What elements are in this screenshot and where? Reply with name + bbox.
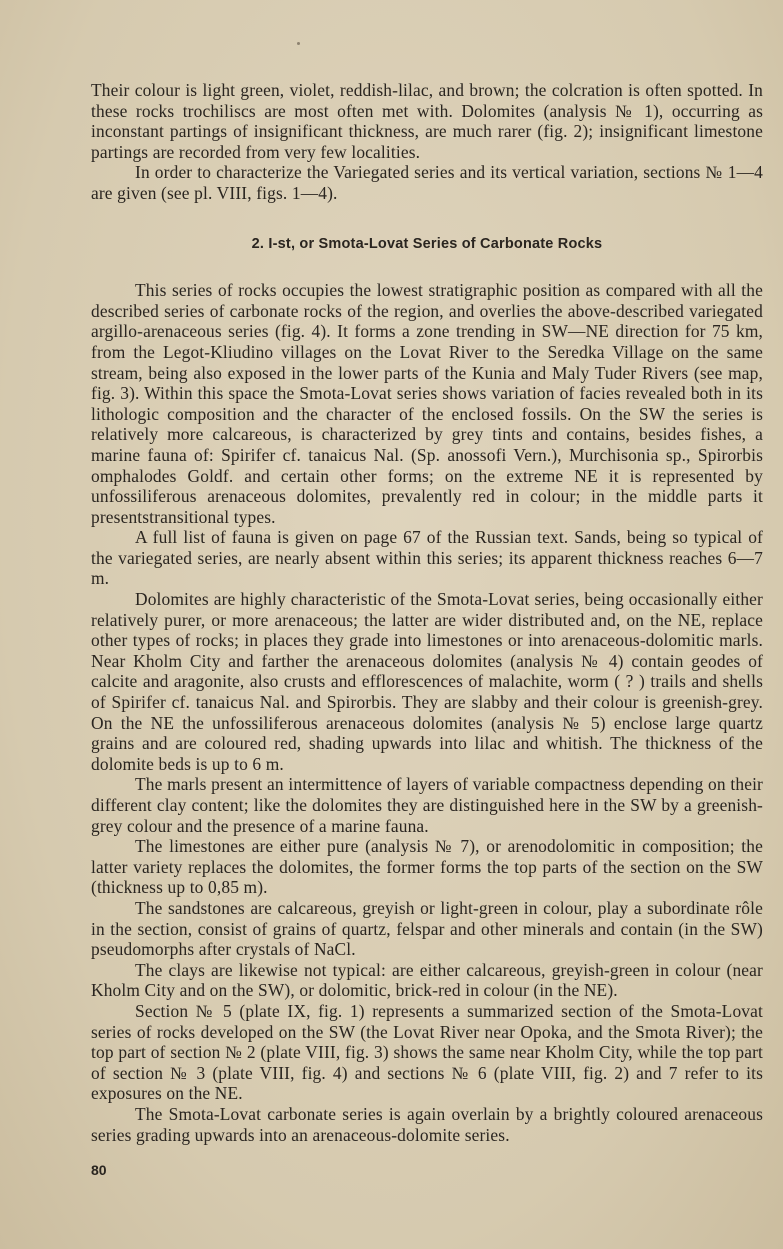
paragraph-sandstones: The sandstones are calcareous, greyish or light-green in colour, play a subordinate rôle in the section, consist of grains of quartz, felspar and other minerals and contain (in the SW) pseudomorphs after crystals of NaCl.: [91, 897, 763, 960]
paragraph-section-5: Section № 5 (plate IX, fig. 1) represents a summarized section of the Smota-Lovat series of rocks developed on the SW (the Lovat River near Opoka, and the Smota River); the top part of section № 2 (plate VIII, fig. 3) shows the same near Kholm City, while the top part of section № 3 (plate VIII, fig. 4) and sections № 6 (plate VIII, fig. 2) and 7 refer to its exposures on the NE.: [91, 1000, 763, 1104]
paragraph-colour: Their colour is light green, violet, reddish-lilac, and brown; the colcration is often spotted. In these rocks trochiliscs are most often met with. Dolomites (analysis № 1), occurring as inconstant partings of insignificant thickness, are much rarer (fig. 2); insignificant limestone partings are recorded from very few localities.: [91, 80, 763, 162]
paragraph-dolomites: Dolomites are highly characteristic of the Smota-Lovat series, being occasionally either relatively purer, or more arenaceous; the latter are wider distributed and, on the NE, replace other types of rocks; in places they grade into limestones or into arenaceous-dolomitic marls. Near Kholm City and farther the arenaceous dolomites (analysis № 4) contain geodes of calcite and aragonite, also crusts and efflorescences of malachite, worm ( ? ) trails and shells of Spirifer cf. tanaicus Nal. and Spirorbis. They are slabby and their colour is greenish-grey. On the NE the unfossiliferous arenaceous dolomites (analysis № 5) enclose large quartz grains and are coloured red, shading upwards into lilac and whitish. The thickness of the dolomite beds is up to 6 m.: [91, 589, 763, 774]
page-text: [91, 80, 763, 1145]
section-heading: 2. I-st, or Smota-Lovat Series of Carbonate Rocks: [251, 235, 603, 252]
paragraph-sections-intro: In order to characterize the Variegated series and its vertical variation, sections № 1—4 are given (see pl. VIII, figs. 1—4).: [91, 162, 763, 203]
paragraph-marls: The marls present an intermittence of layers of variable compactness depending on their different clay content; like the dolomites they are distinguished here in the SW by a greenish-grey colour and the presence of a marine fauna.: [91, 774, 763, 836]
paragraph-overlain: The Smota-Lovat carbonate series is again overlain by a brightly coloured arenaceous series grading upwards into an arenaceous-dolomite series.: [91, 1103, 763, 1145]
paragraph-series-position: This series of rocks occupies the lowest stratigraphic position as compared with all the described series of carbonate rocks of the region, and overlies the above-described variegated argillo-arenaceous series (fig. 4). It forms a zone trending in SW—NE direction for 75 km, from the Legot-Kliudino villages on the Lovat River to the Seredka Village on the same stream, being also exposed in the lower parts of the Kunia and Maly Tuder Rivers (see map, fig. 3). Within this space the Smota-Lovat series shows variation of facies revealed both in its lithologic composition and the character of the enclosed fossils. On the SW the series is relatively more calcareous, is characterized by grey tints and contains, besides fishes, a marine fauna of: Spirifer cf. tanaicus Nal. (Sp. anossofi Vern.), Murchisonia sp., Spirorbis omphalodes Goldf. and certain other forms; on the extreme NE it is represented by unfossiliferous arenaceous dolomites, prevalently red in colour; in the middle parts it presentstransitional types.: [91, 280, 763, 527]
page-number: 80: [91, 1162, 107, 1178]
paper-speck: [297, 42, 300, 45]
paragraph-limestones: The limestones are either pure (analysis № 7), or arenodolomitic in composition; the latter variety replaces the dolomites, the former forms the top parts of the section on the SW (thickness up to 0,85 m).: [91, 836, 763, 898]
paragraph-fauna-list: A full list of fauna is given on page 67 of the Russian text. Sands, being so typical of the variegated series, are nearly absent within this series; its apparent thickness reaches 6—7 m.: [91, 527, 763, 589]
paragraph-clays: The clays are likewise not typical: are either calcareous, greyish-green in colour (near Kholm City and on the SW), or dolomitic, brick-red in colour (in the NE).: [91, 959, 763, 1001]
